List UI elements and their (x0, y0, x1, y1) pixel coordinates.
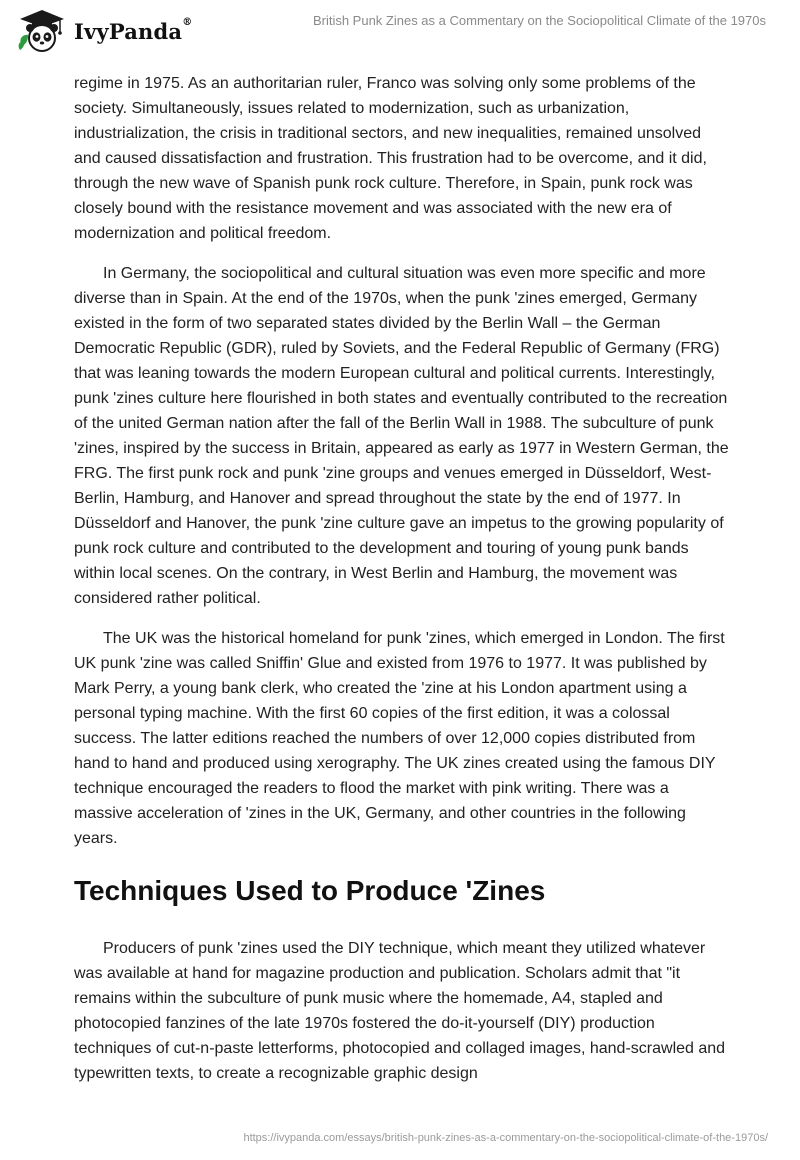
panda-graduate-icon (16, 8, 68, 54)
page-header (0, 0, 800, 62)
section-heading: Techniques Used to Produce 'Zines (74, 875, 546, 906)
document-title: British Punk Zines as a Commentary on the Sociopolitical Climate of the 1970s (312, 13, 766, 28)
source-url[interactable]: https://ivypanda.com/essays/british-punk-zines-as-a-commentary-on-the-sociopolitical-climate-of-the-1970s/ (243, 1132, 768, 1144)
essay-body (74, 71, 730, 1101)
paragraph-spain-continued: regime in 1975. As an authoritarian ruler, Franco was solving only some problems of the society. Simultaneously, issues related to modernization, such as urbanization, industrialization, the crisis in traditional sectors, and new inequalities, remained unsolved and caused dissatisfaction and frustration. This frustration had to be overcome, and it did, through the new wave of Spanish punk rock culture. Therefore, in Spain, punk rock was closely bound with the resistance movement and was associated with the new era of modernization and political freedom. (74, 75, 707, 242)
paragraph-germany: In Germany, the sociopolitical and cultural situation was even more specific and more diverse than in Spain. At the end of the 1970s, when the punk 'zines emerged, Germany existed in the form of two separated states divided by the Berlin Wall – the German Democratic Republic (GDR), ruled by Soviets, and the Federal Republic of Germany (FRG) that was leaning towards the modern European cultural and political currents. Interestingly, punk 'zines culture here flourished in both states and eventually contributed to the recreation of the united German nation after the fall of the Berlin Wall in 1988. The subculture of punk 'zines, inspired by the success in Britain, appeared as early as 1977 in Western German, the FRG. The first punk rock and punk 'zine groups and venues emerged in Düsseldorf, West-Berlin, Hamburg, and Hanover and spread throughout the state by the end of 1977. In Düsseldorf and Hanover, the punk 'zine culture gave an impetus to the growing popularity of punk rock culture and contributed to the development and touring of young punk bands within local scenes. On the contrary, in West Berlin and Hamburg, the movement was considered rather political. (74, 265, 729, 607)
registered-mark: ® (182, 16, 193, 28)
paragraph-uk: The UK was the historical homeland for punk 'zines, which emerged in London. The first UK punk 'zine was called Sniffin' Glue and existed from 1976 to 1977. It was published by Mark Perry, a young bank clerk, who created the 'zine at his London apartment using a personal typing machine. With the first 60 copies of the first edition, it was a colossal success. The latter editions reached the numbers of over 12,000 copies distributed from hand to hand and produced using xerography. The UK zines created using the famous DIY technique encouraged the readers to flood the market with pink writing. There was a massive acceleration of 'zines in the UK, Germany, and other countries in the following years. (74, 630, 725, 847)
brand-name: IvyPanda® (74, 16, 193, 44)
paragraph-techniques: Producers of punk 'zines used the DIY technique, which meant they utilized whatever was available at hand for magazine production and publication. Scholars admit that "it remains within the subculture of punk music where the homemade, A4, stapled and photocopied fanzines of the late 1970s fostered the do-it-yourself (DIY) production techniques of cut-n-paste letterforms, photocopied and collaged images, hand-scrawled and typewritten texts, to create a recognizable graphic design (74, 940, 726, 1082)
ivypanda-logo[interactable] (16, 8, 192, 54)
